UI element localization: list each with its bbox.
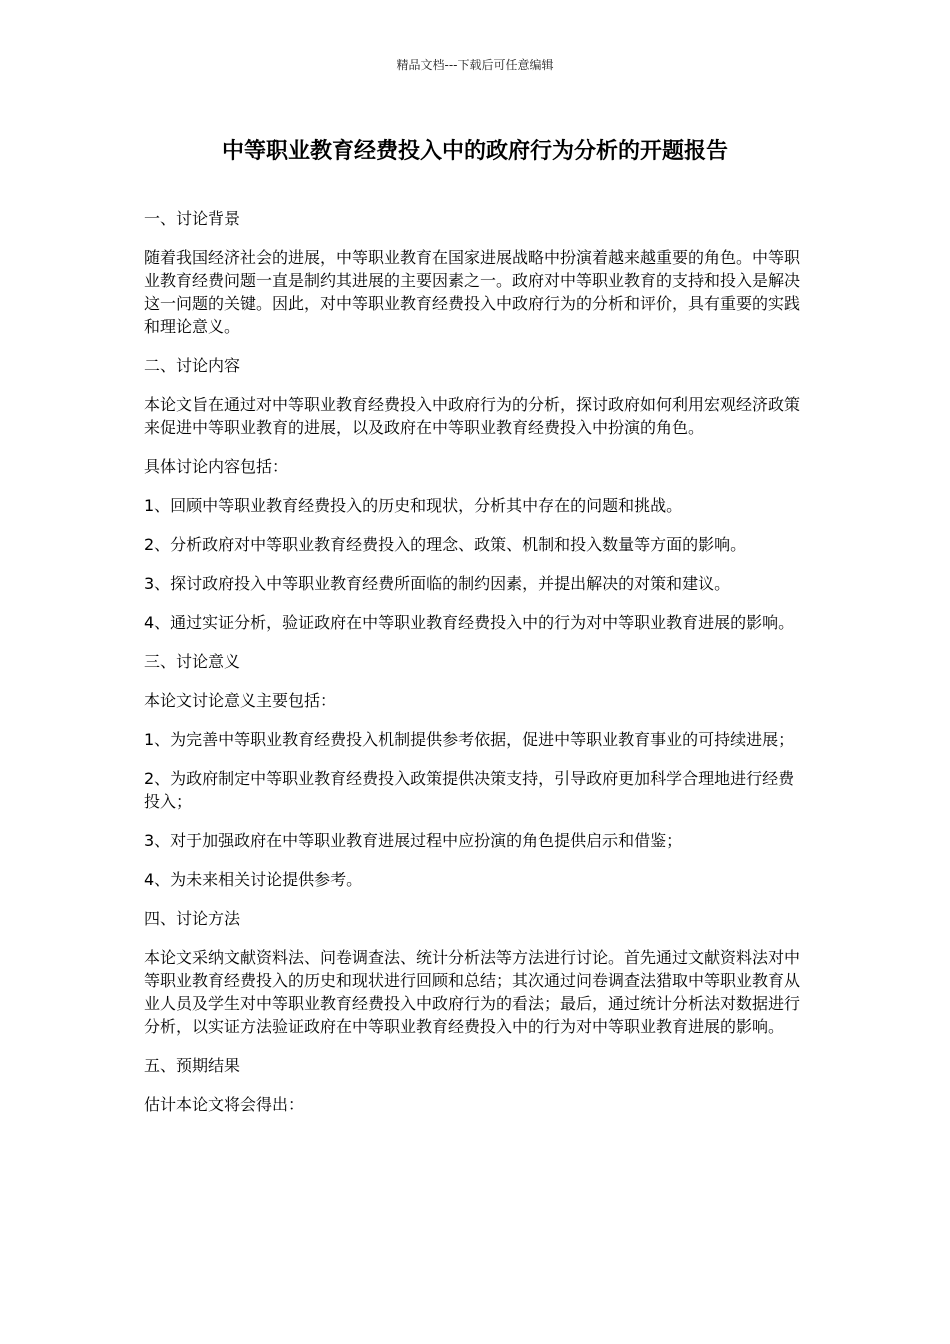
paragraph-significance-lead: 本论文讨论意义主要包括：: [144, 691, 337, 710]
section-heading-expected-results: 五、预期结果: [144, 1056, 241, 1075]
paragraph-background: 随着我国经济社会的进展，中等职业教育在国家进展战略中扮演着越来越重要的角色。中等职业教育经费问题一直是制约其进展的主要因素之一。政府对中等职业教育的支持和投入是解决这一问题的关键。因此，对中等职业教育经费投入中政府行为的分析和评价，具有重要的实践和理论意义。: [144, 248, 801, 336]
list-item-content-2: 2、分析政府对中等职业教育经费投入的理念、政策、机制和投入数量等方面的影响。: [144, 535, 747, 554]
section-heading-methods: 四、讨论方法: [144, 909, 241, 928]
list-item-content-3: 3、探讨政府投入中等职业教育经费所面临的制约因素，并提出解决的对策和建议。: [144, 574, 731, 593]
paragraph-expected-results-lead: 估计本论文将会得出：: [144, 1095, 305, 1114]
section-heading-significance: 三、讨论意义: [144, 652, 241, 671]
list-item-content-1: 1、回顾中等职业教育经费投入的历史和现状，分析其中存在的问题和挑战。: [144, 496, 683, 515]
list-item-content-4: 4、通过实证分析，验证政府在中等职业教育经费投入中的行为对中等职业教育进展的影响。: [144, 613, 795, 632]
document-body: [144, 207, 810, 1132]
paragraph-methods: 本论文采纳文献资料法、问卷调查法、统计分析法等方法进行讨论。首先通过文献资料法对中等职业教育经费投入的历史和现状进行回顾和总结；其次通过问卷调查法猎取中等职业教育从业人员及学生对中等职业教育经费投入中政府行为的看法；最后，通过统计分析法对数据进行分析，以实证方法验证政府在中等职业教育经费投入中的行为对中等职业教育进展的影响。: [144, 948, 801, 1036]
list-item-significance-1: 1、为完善中等职业教育经费投入机制提供参考依据，促进中等职业教育事业的可持续进展；: [144, 730, 795, 749]
list-item-significance-2: 2、为政府制定中等职业教育经费投入政策提供决策支持，引导政府更加科学合理地进行经费投入；: [144, 769, 795, 811]
paragraph-content-intro: 本论文旨在通过对中等职业教育经费投入中政府行为的分析，探讨政府如何利用宏观经济政策来促进中等职业教育的进展，以及政府在中等职业教育经费投入中扮演的角色。: [144, 395, 801, 437]
section-heading-background: 一、讨论背景: [144, 209, 241, 228]
document-title: 中等职业教育经费投入中的政府行为分析的开题报告: [221, 139, 728, 164]
section-heading-content: 二、讨论内容: [144, 356, 241, 375]
list-item-significance-4: 4、为未来相关讨论提供参考。: [144, 870, 363, 889]
paragraph-content-lead: 具体讨论内容包括：: [144, 457, 289, 476]
header-note: 精品文档---下载后可任意编辑: [396, 58, 554, 72]
list-item-significance-3: 3、对于加强政府在中等职业教育进展过程中应扮演的角色提供启示和借鉴；: [144, 831, 683, 850]
